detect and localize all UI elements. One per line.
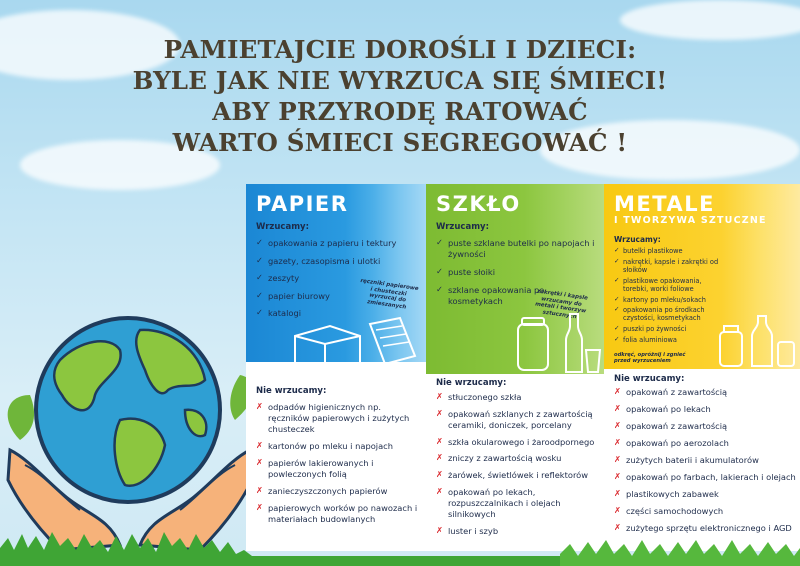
metale-in-label: Wrzucamy: <box>614 235 661 244</box>
cross-mark-icon: ✗ <box>436 435 443 446</box>
check-mark-icon: ✓ <box>256 289 263 300</box>
cross-mark-icon: ✗ <box>436 524 443 535</box>
szklo-title: SZKŁO <box>436 192 521 216</box>
metale-in-list <box>614 247 722 347</box>
cross-mark-icon: ✗ <box>256 502 263 512</box>
list-item: ✓ folia aluminiowa <box>614 334 677 344</box>
check-mark-icon: ✓ <box>436 284 443 294</box>
metale-out-list <box>614 387 800 540</box>
list-item: ✓ katalogi <box>256 307 302 318</box>
cross-mark-icon: ✗ <box>614 437 621 447</box>
papier-in-label: Wrzucamy: <box>256 222 309 232</box>
list-item: ✗ opakowań szklanych z zawartością ceramiki, doniczek, porcelany <box>436 407 593 430</box>
szklo-out-label: Nie wrzucamy: <box>436 378 507 388</box>
cross-mark-icon: ✗ <box>256 457 263 467</box>
list-item: ✓ nakrętki, kapsle i zakrętki od słoików <box>614 256 719 274</box>
cross-mark-icon: ✗ <box>614 420 621 430</box>
list-item: ✓ puszki po żywności <box>614 324 687 334</box>
earth-in-hands-illustration <box>0 300 260 550</box>
headline <box>0 34 800 158</box>
list-item: ✓ opakowania po środkach czystości, kosmetykach <box>614 305 705 323</box>
list-item: ✗ opakowań z zawartością <box>614 420 728 431</box>
metale-title: METALE <box>614 192 715 216</box>
cross-mark-icon: ✗ <box>614 471 621 481</box>
list-item: ✓ butelki plastikowe <box>614 246 683 255</box>
papier-out-label: Nie wrzucamy: <box>256 386 327 396</box>
cross-mark-icon: ✗ <box>436 452 443 463</box>
list-item: ✗ żarówek, świetlówek i reflektorów <box>436 469 589 481</box>
check-mark-icon: ✓ <box>614 324 620 333</box>
cross-mark-icon: ✗ <box>256 401 263 411</box>
plastic-bottles-icon <box>716 314 798 368</box>
list-item: ✗ zniczy z zawartością wosku <box>436 452 562 464</box>
list-item: ✗ odpadów higienicznych np. ręczników papierowych i zużytych chusteczek <box>256 401 410 434</box>
list-item: ✗ opakowań po farbach, lakierach i olejach <box>614 471 796 482</box>
list-item: ✗ zużytych baterii i akumulatorów <box>614 454 759 465</box>
metale-column <box>604 184 800 551</box>
list-item: ✗ opakowań po lekach, rozpuszczalnikach i olejach silnikowych <box>436 485 561 519</box>
list-item: ✓ papier biurowy <box>256 289 330 301</box>
list-item: ✓ puste szklane butelki po napojach i żywności <box>436 237 595 259</box>
list-item: ✓ zeszyty <box>256 272 300 283</box>
headline-line: WARTO ŚMIECI SEGREGOWAĆ ! <box>172 128 628 157</box>
papier-title: PAPIER <box>256 192 349 216</box>
check-mark-icon: ✓ <box>256 237 263 247</box>
list-item: ✓ szklane opakowania po kosmetykach <box>436 284 545 306</box>
list-item: ✓ puste słoiki <box>436 266 496 277</box>
cross-mark-icon: ✗ <box>256 485 263 495</box>
cross-mark-icon: ✗ <box>614 505 621 515</box>
list-item: ✗ plastikowych zabawek <box>614 488 719 499</box>
check-mark-icon: ✓ <box>614 334 620 343</box>
papier-out-list <box>256 402 421 531</box>
papier-in-list <box>256 238 421 326</box>
check-mark-icon: ✓ <box>614 256 620 265</box>
metale-subtitle: I TWORZYWA SZTUCZNE <box>614 215 767 226</box>
check-mark-icon: ✓ <box>436 237 443 247</box>
cross-mark-icon: ✗ <box>436 407 443 418</box>
szklo-in-label: Wrzucamy: <box>436 222 489 232</box>
list-item: ✗ papierowych worków po nawozach i materiałach budowlanych <box>256 502 418 524</box>
glass-jars-icon <box>514 310 602 374</box>
headline-line: BYLE JAK NIE WYRZUCA SIĘ ŚMIECI! <box>132 66 668 95</box>
headline-line: ABY PRZYRODĘ RATOWAĆ <box>212 97 588 126</box>
check-mark-icon: ✓ <box>614 305 620 314</box>
headline-line: PAMIETAJCIE DOROŚLI I DZIECI: <box>163 35 637 64</box>
cross-mark-icon: ✗ <box>614 488 621 498</box>
cross-mark-icon: ✗ <box>614 454 621 464</box>
check-mark-icon: ✓ <box>614 246 620 254</box>
list-item: ✗ szkła okularowego i żaroodpornego <box>436 435 595 447</box>
papier-column <box>246 184 426 551</box>
metale-note: odkręć, opróżnij i zgnieć przed wyrzuceniem <box>614 352 686 364</box>
list-item: ✗ opakowań po lekach <box>614 403 711 414</box>
szklo-column <box>426 184 604 551</box>
list-item: ✗ papierów lakierowanych i powleczonych folią <box>256 457 374 479</box>
list-item: ✗ zużytego sprzętu elektronicznego i AGD <box>614 522 792 533</box>
list-item: ✓ opakowania z papieru i tektury <box>256 237 397 248</box>
list-item: ✓ plastikowe opakowania, torebki, worki foliowe <box>614 275 702 293</box>
szklo-note: zakrętki i kapsle wrzucamy do metali i tworzyw sztucznych <box>534 288 589 320</box>
list-item: ✗ opakowań po aerozolach <box>614 437 729 448</box>
grass-strip <box>0 526 800 566</box>
leaf-icon <box>8 395 34 440</box>
list-item: ✓ gazety, czasopisma i ulotki <box>256 254 381 266</box>
check-mark-icon: ✓ <box>436 266 443 276</box>
cardboard-box-icon <box>290 316 420 378</box>
cross-mark-icon: ✗ <box>436 485 443 496</box>
papier-note: ręczniki papierowe i chusteczki wyrzucaj do zmieszanych <box>359 278 419 311</box>
list-item: ✗ stłuczonego szkła <box>436 391 522 402</box>
cross-mark-icon: ✗ <box>614 522 621 532</box>
cross-mark-icon: ✗ <box>436 469 443 480</box>
list-item: ✓ kartony po mleku/sokach <box>614 294 706 304</box>
list-item: ✗ części samochodowych <box>614 505 724 516</box>
sorting-poster <box>246 184 800 551</box>
szklo-out-list <box>436 392 604 543</box>
cross-mark-icon: ✗ <box>436 391 443 401</box>
check-mark-icon: ✓ <box>614 294 620 303</box>
list-item: ✗ kartonów po mleku i napojach <box>256 440 393 451</box>
check-mark-icon: ✓ <box>614 275 620 284</box>
cross-mark-icon: ✗ <box>614 403 621 413</box>
list-item: ✗ zanieczyszczonych papierów <box>256 485 388 496</box>
check-mark-icon: ✓ <box>256 307 263 317</box>
cross-mark-icon: ✗ <box>614 386 621 396</box>
check-mark-icon: ✓ <box>256 272 263 282</box>
check-mark-icon: ✓ <box>256 254 263 265</box>
metale-out-label: Nie wrzucamy: <box>614 374 685 384</box>
list-item: ✗ luster i szyb <box>436 524 499 536</box>
cross-mark-icon: ✗ <box>256 440 263 450</box>
list-item: ✗ opakowań z zawartością <box>614 386 728 397</box>
